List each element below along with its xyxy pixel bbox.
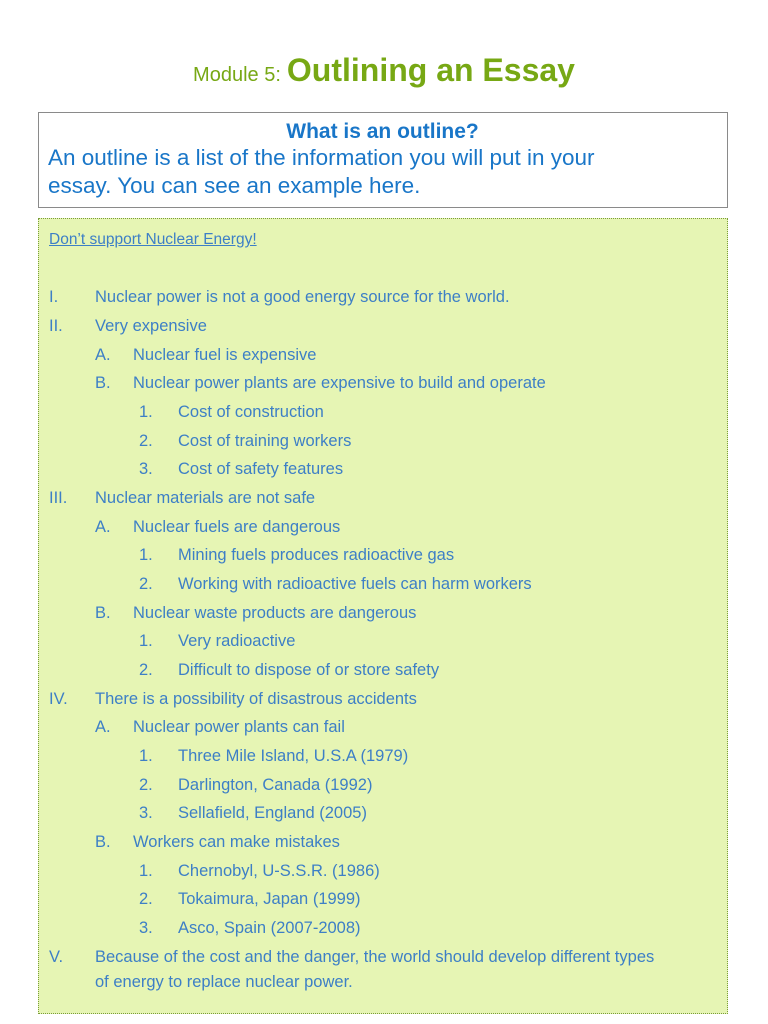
- item-marker: 2.: [139, 432, 153, 450]
- item-text: Workers can make mistakes: [133, 833, 340, 851]
- item-marker: V.: [49, 948, 64, 966]
- item-text: Difficult to dispose of or store safety: [178, 661, 440, 679]
- item-marker: 1.: [139, 546, 153, 564]
- item-marker: 2.: [139, 776, 153, 794]
- title-text: Outlining an Essay: [286, 52, 575, 88]
- item-marker: III.: [49, 489, 68, 507]
- intro-line-1: An outline is a list of the information you will put in your: [48, 145, 595, 170]
- item-marker: 2.: [139, 890, 153, 908]
- item-marker: 1.: [139, 403, 153, 421]
- item-marker: A.: [95, 518, 111, 536]
- item-text: Sellafield, England (2005): [178, 804, 367, 822]
- outline-topic: Don’t support Nuclear Energy!: [49, 231, 257, 248]
- item-marker: 1.: [139, 862, 153, 880]
- item-text: Nuclear power plants are expensive to build and operate: [133, 374, 546, 392]
- item-text: Very expensive: [95, 317, 207, 335]
- item-marker: 2.: [139, 661, 153, 679]
- item-text: Asco, Spain (2007-2008): [178, 919, 361, 937]
- item-text: Nuclear power plants can fail: [133, 718, 345, 736]
- item-text: Cost of construction: [178, 403, 324, 421]
- item-marker: 3.: [139, 460, 153, 478]
- item-marker: B.: [95, 604, 111, 622]
- module-label: Module 5:: [193, 64, 281, 86]
- item-text: Chernobyl, U-S.S.R. (1986): [178, 862, 380, 880]
- item-text: Nuclear fuel is expensive: [133, 346, 317, 364]
- item-marker: A.: [95, 346, 111, 364]
- intro-box: [38, 112, 728, 208]
- item-text: Cost of safety features: [178, 460, 344, 478]
- item-text: Mining fuels produces radioactive gas: [178, 546, 455, 564]
- item-text: Darlington, Canada (1992): [178, 776, 373, 794]
- item-text: Because of the cost and the danger, the world should develop different types: [95, 948, 655, 966]
- item-marker: 3.: [139, 919, 153, 937]
- item-text: Very radioactive: [178, 632, 296, 650]
- intro-line-2: essay. You can see an example here.: [48, 173, 421, 198]
- outline-box: [38, 218, 728, 1014]
- item-marker: 1.: [139, 747, 153, 765]
- item-marker: 3.: [139, 804, 153, 822]
- item-text: of energy to replace nuclear power.: [95, 973, 353, 991]
- item-text: Nuclear materials are not safe: [95, 489, 316, 507]
- item-marker: II.: [49, 317, 63, 335]
- item-marker: 2.: [139, 575, 153, 593]
- item-text: Cost of training workers: [178, 432, 352, 450]
- item-text: There is a possibility of disastrous accidents: [95, 690, 417, 708]
- page-title: [0, 52, 768, 89]
- item-text: Nuclear fuels are dangerous: [133, 518, 341, 536]
- item-marker: B.: [95, 833, 111, 851]
- item-marker: I.: [49, 288, 59, 306]
- item-text: Nuclear waste products are dangerous: [133, 604, 417, 622]
- item-text: Working with radioactive fuels can harm workers: [178, 575, 532, 593]
- item-marker: B.: [95, 374, 111, 392]
- item-text: Tokaimura, Japan (1999): [178, 890, 361, 908]
- item-marker: A.: [95, 718, 111, 736]
- item-marker: 1.: [139, 632, 153, 650]
- item-text: Three Mile Island, U.S.A (1979): [178, 747, 409, 765]
- item-text: Nuclear power is not a good energy source for the world.: [95, 288, 510, 306]
- item-marker: IV.: [49, 690, 68, 708]
- intro-question: What is an outline?: [286, 120, 479, 143]
